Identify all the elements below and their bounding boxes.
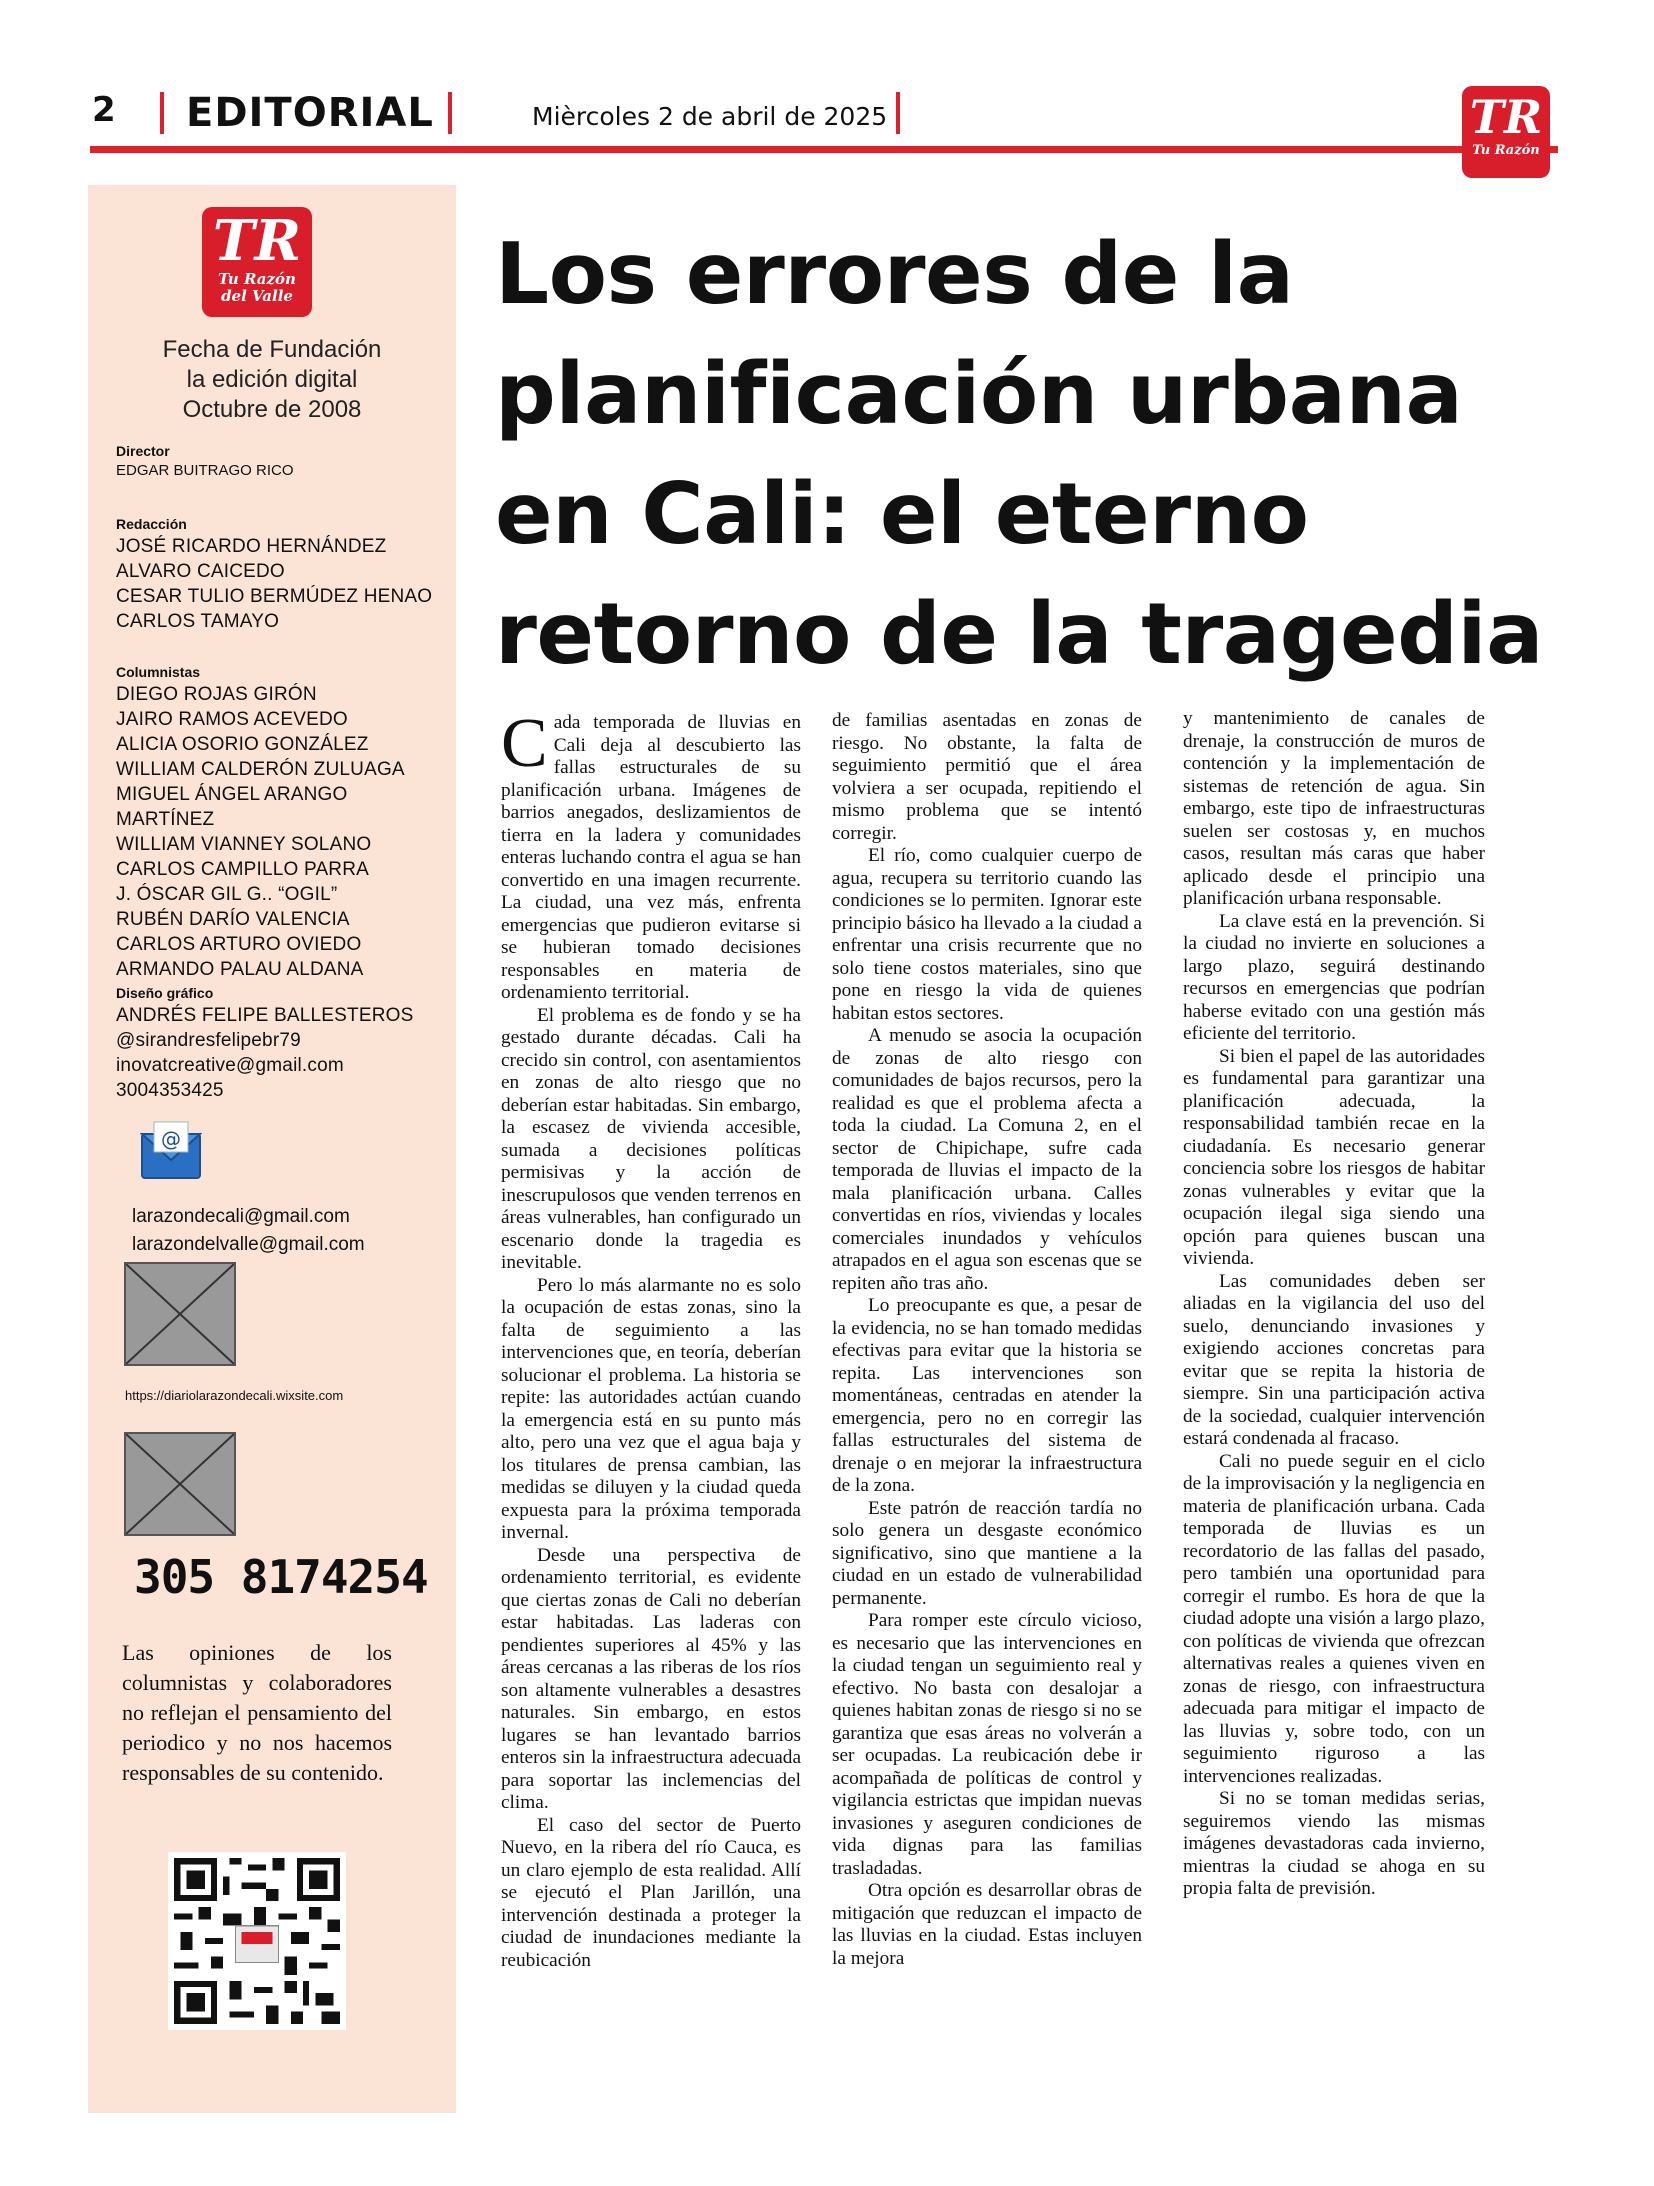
article-paragraph: Cada temporada de lluvias en Cali deja al descubierto las fallas estructurales de su planificación urbana. Imágenes de barrios anegados, deslizamientos de tierra en la ladera y comunidades enteras luchando contra el agua se han convertido en una imagen recurrente. La ciudad, una vez más, enfrenta emergencias que pudieron evitarse si se hubieran tomado decisiones responsables en materia de ordenamiento territorial.	[501, 705, 801, 1003]
header-logo: TR Tu Razón	[1462, 86, 1550, 178]
issue-date: Mièrcoles 2 de abril de 2025	[532, 102, 888, 131]
drop-cap: C	[501, 705, 548, 782]
article-paragraph: Las comunidades deben ser aliadas en la vigilancia del uso del suelo, denunciando invasiones y exigiendo acciones concretas para evitar que se repita la historia de siempre. Sin una participación activa de la sociedad, cualquier intervención estará condenada al fracaso.	[1183, 1270, 1485, 1449]
email-icon	[140, 1120, 202, 1182]
article-paragraph: Para romper este círculo vicioso, es necesario que las intervenciones en la ciudad tengan un seguimiento real y efectivo. No basta con desalojar a quienes habitan zonas de riesgo si no se garantiza que esas áreas no volverán a ser ocupadas. La reubicación debe ir acompañada de políticas de control y vigilancia estrictas que impidan nuevas invasiones y aseguren condiciones de vida dignas para las familias trasladadas.	[832, 1610, 1142, 1879]
columnist-name: DIEGO ROJAS GIRÓN	[116, 684, 317, 705]
diseno-block	[116, 984, 446, 1103]
director-block	[116, 442, 446, 481]
article-headline: Los errores de la planificación urbana en Cali: el eterno retorno de la tragedia	[495, 225, 1543, 684]
article-paragraph: Si bien el papel de las autoridades es fundamental para garantizar una planificación adecuada, la responsabilidad también recae en la ciudadanía. Es necesario generar conciencia sobre los riesgos de habitar zonas vulnerables y evitar que la ocupación ilegal siga siendo una opción para quienes buscan una vivienda.	[1183, 1045, 1485, 1269]
designer-phone: 3004353425	[116, 1080, 224, 1101]
article-paragraph: y mantenimiento de canales de drenaje, la construcción de muros de contención y la implementación de sistemas de retención de agua. Sin embargo, este tipo de infraestructuras suelen ser costosas y, en muchos casos, resultan más caras que haber aplicado desde el principio una planificación urbana responsable.	[1183, 708, 1485, 909]
article-column-1	[501, 705, 801, 1972]
sidebar-logo: TR Tu Razón del Valle	[202, 207, 312, 317]
contact-email[interactable]: larazondelvalle@gmail.com	[132, 1234, 365, 1255]
director-label: Director	[116, 443, 170, 459]
designer-email: inovatcreative@gmail.com	[116, 1055, 344, 1076]
header-divider	[896, 92, 900, 134]
article-paragraph: de familias asentadas en zonas de riesgo. No obstante, la falta de seguimiento permitió que el área volviera a ser ocupada, repitiendo el mismo problema que se intentó corregir.	[832, 710, 1142, 844]
designer-handle: @sirandresfelipebr79	[116, 1030, 301, 1051]
section-title: EDITORIAL	[186, 90, 434, 136]
phone-number: 305 8174254	[134, 1550, 428, 1604]
disclaimer: Las opiniones de los columnistas y colaboradores no reflejan el pensamiento del periodico y no nos hacemos responsables de su contenido.	[122, 1640, 392, 1785]
image-placeholder	[124, 1262, 236, 1366]
founding-line: Octubre de 2008	[182, 396, 362, 423]
header-divider	[160, 92, 164, 134]
article-paragraph: Desde una perspectiva de ordenamiento territorial, es evidente que ciertas zonas de Cali no deberían estar habitadas. Las laderas con pendientes superiores al 45% y las áreas cercanas a las riberas de los ríos son altamente vulnerables a desastres naturales. Sin embargo, en estos lugares se han levantado barrios enteros sin la infraestructura adecuada para soportar las inclemencias del clima.	[501, 1544, 801, 1813]
columnist-name: WILLIAM VIANNEY SOLANO	[116, 834, 372, 855]
qr-code[interactable]	[168, 1852, 346, 2030]
article-paragraph: Lo preocupante es que, a pesar de la evidencia, no se han tomado medidas efectivas para evitar que la historia se repita. Las intervenciones son momentáneas, centradas en atender la emergencia, pero no en corregir las fallas estructurales del sistema de drenaje o en mejorar la infraestructura de la zona.	[832, 1295, 1142, 1496]
article-paragraph: Si no se toman medidas serias, seguiremos viendo las mismas imágenes devastadoras cada invierno, mientras la ciudad se ahoga en su propia falta de previsión.	[1183, 1788, 1485, 1899]
staff-name: CARLOS TAMAYO	[116, 611, 280, 632]
columnist-name: JAIRO RAMOS ACEVEDO	[116, 709, 348, 730]
contact-emails	[132, 1203, 365, 1259]
columnist-name: RUBÉN DARÍO VALENCIA	[116, 909, 350, 930]
image-placeholder	[124, 1432, 236, 1536]
article-paragraph: El río, como cualquier cuerpo de agua, recupera su territorio cuando las condiciones se lo permiten. Ignorar este principio básico ha llevado a la ciudad a enfrentar una crisis recurrente que no solo tiene costos materiales, sino que pone en riesgo la vida de quienes habitan estos sectores.	[832, 845, 1142, 1024]
header-rule	[90, 146, 1558, 153]
diseno-label: Diseño gráfico	[116, 985, 214, 1001]
article-paragraph: Pero lo más alarmante no es solo la ocupación de estas zonas, sino la falta de seguimiento a las intervenciones que, en teoría, deberían solucionar el problema. La historia se repite: las autoridades actúan cuando la emergencia está en su punto más alto, pero una vez que el agua baja y los titulares de prensa cambian, las medidas se diluyen y la ciudad queda expuesta para la próxima temporada invernal.	[501, 1274, 801, 1543]
article-column-3	[1183, 708, 1485, 1901]
columnist-name: WILLIAM CALDERÓN ZULUAGA	[116, 759, 405, 780]
columnistas-block	[116, 663, 446, 982]
website-link[interactable]: https://diariolarazondecali.wixsite.com	[125, 1388, 344, 1403]
columnistas-label: Columnistas	[116, 664, 201, 680]
columnist-name: ALICIA OSORIO GONZÁLEZ	[116, 734, 369, 755]
staff-name: JOSÉ RICARDO HERNÁNDEZ	[116, 536, 387, 557]
columnist-name: ARMANDO PALAU ALDANA	[116, 959, 364, 980]
article-paragraph: Cali no puede seguir en el ciclo de la improvisación y la negligencia en materia de planificación urbana. Cada temporada de lluvias es un recordatorio de las fallas del pasado, pero también una oportunidad para corregir el rumbo. Es hora de que la ciudad adopte una visión a largo plazo, con políticas de vivienda que ofrezcan alternativas reales a quienes viven en zonas de riesgo, con infraestructura adecuada para mitigar el impacto de las lluvias y, sobre todo, con un seguimiento riguroso a las intervenciones realizadas.	[1183, 1450, 1485, 1787]
svg-text:@: @	[161, 1127, 181, 1151]
header-divider	[448, 92, 452, 134]
columnist-name: CARLOS CAMPILLO PARRA	[116, 859, 370, 880]
staff-name: CESAR TULIO BERMÚDEZ HENAO	[116, 586, 433, 607]
article-paragraph: Este patrón de reacción tardía no solo genera un desgaste económico significativo, sino que mantiene a la ciudad en un estado de vulnerabilidad permanente.	[832, 1497, 1142, 1609]
staff-name: ALVARO CAICEDO	[116, 561, 285, 582]
article-paragraph: La clave está en la prevención. Si la ciudad no invierte en soluciones a largo plazo, seguirá destinando recursos en emergencias que podrían haberse evitado con una gestión más eficiente del territorio.	[1183, 910, 1485, 1044]
redaccion-block	[116, 515, 446, 634]
founding-line: la edición digital	[186, 366, 358, 393]
article-paragraph: A menudo se asocia la ocupación de zonas de alto riesgo con comunidades de bajos recursos, pero la realidad es que el problema afecta a toda la ciudad. La Comuna 2, en el sector de Chipichape, sufre cada temporada de lluvias el impacto de la mala planificación urbana. Calles convertidas en ríos, viviendas y locales comerciales inundados y vehículos atrapados en el agua son escenas que se repiten año tras año.	[832, 1025, 1142, 1294]
columnist-name: MIGUEL ÁNGEL ARANGO MARTÍNEZ	[116, 784, 348, 830]
columnist-name: J. ÓSCAR GIL G.. “OGIL”	[116, 884, 338, 905]
contact-email[interactable]: larazondecali@gmail.com	[132, 1206, 350, 1227]
article-paragraph: El caso del sector de Puerto Nuevo, en la ribera del río Cauca, es un claro ejemplo de esta realidad. Allí se ejecutó el Plan Jarillón, una intervención destinada a proteger la ciudad de inundaciones mediante la reubicación	[501, 1814, 801, 1971]
designer-name: ANDRÉS FELIPE BALLESTEROS	[116, 1005, 414, 1026]
redaccion-label: Redacción	[116, 516, 187, 532]
article-paragraph: El problema es de fondo y se ha gestado durante décadas. Cali ha crecido sin control, con asentamientos en zonas de alto riesgo que no deberían estar habitadas. Sin embargo, la escasez de vivienda accesible, sumada a decisiones políticas permisivas y la acción de inescrupulosos que venden terrenos en áreas vulnerables, han configurado un escenario donde la tragedia es inevitable.	[501, 1004, 801, 1273]
article-column-2	[832, 710, 1142, 1970]
page-number: 2	[92, 90, 116, 130]
director-name: EDGAR BUITRAGO RICO	[116, 462, 294, 479]
columnist-name: CARLOS ARTURO OVIEDO	[116, 934, 362, 955]
article-paragraph: Otra opción es desarrollar obras de mitigación que reduzcan el impacto de las lluvias en la ciudad. Estas incluyen la mejora	[832, 1880, 1142, 1969]
founding-line: Fecha de Fundación	[162, 336, 382, 363]
founding-info	[88, 335, 456, 425]
